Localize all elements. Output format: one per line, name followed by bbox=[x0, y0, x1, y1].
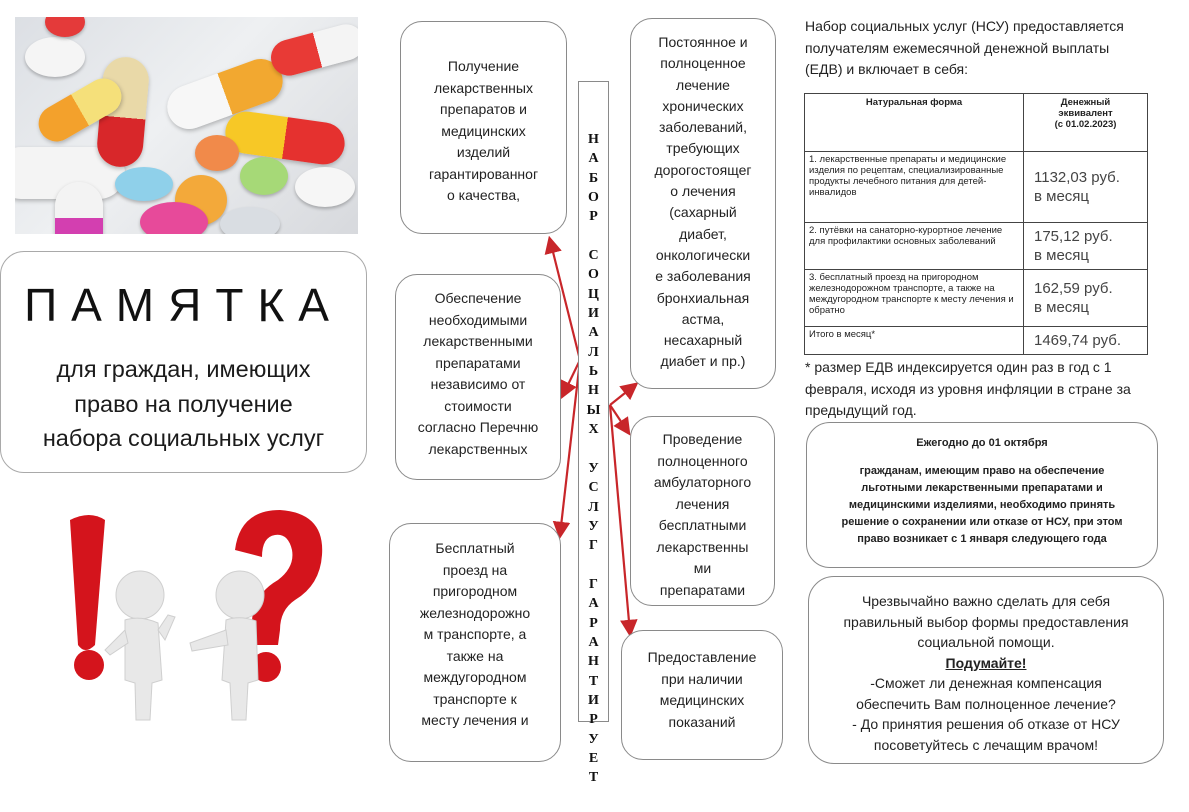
table-row bbox=[805, 152, 1148, 223]
box-line: препаратами bbox=[435, 354, 521, 371]
vertical-letter: Х bbox=[588, 422, 599, 438]
box-line: лекарственными bbox=[423, 333, 533, 349]
service-box-travel bbox=[389, 523, 561, 762]
box-line: пригородном bbox=[432, 583, 518, 599]
row-amount: 1132,03 руб. bbox=[1034, 169, 1120, 186]
header-money-line: Денежный bbox=[1060, 97, 1111, 108]
row-amount: 175,12 руб. bbox=[1034, 228, 1113, 245]
box-line: хронических bbox=[662, 97, 744, 114]
deadline-line: льготными лекарственными препаратами и bbox=[861, 482, 1103, 494]
vertical-heading-letters bbox=[579, 130, 608, 788]
box-line: стоимости bbox=[444, 397, 512, 414]
box-line: Обеспечение bbox=[434, 290, 522, 306]
box-line: лечение bbox=[676, 76, 730, 93]
box-line: требующих bbox=[666, 140, 740, 157]
vertical-letter: А bbox=[588, 596, 599, 612]
advice-line: -Сможет ли денежная компенсация bbox=[870, 675, 1102, 691]
service-box-indications bbox=[621, 630, 783, 760]
nsu-intro bbox=[805, 16, 1175, 81]
exclamation-icon bbox=[70, 515, 105, 680]
deadline-line: гражданам, имеющим право на обеспечение bbox=[859, 465, 1105, 477]
total-amount: 1469,74 руб. bbox=[1024, 327, 1148, 355]
vertical-letter: Р bbox=[589, 209, 598, 225]
vertical-letter: Л bbox=[588, 499, 599, 515]
vertical-letter: У bbox=[588, 518, 599, 534]
service-box-provision bbox=[395, 274, 561, 480]
vertical-letter: Р bbox=[589, 712, 598, 728]
row-amount-cell bbox=[1024, 270, 1148, 327]
box-line: лекарственных bbox=[428, 440, 528, 457]
header-money-line: эквивалент bbox=[1058, 108, 1113, 119]
vertical-letter: И bbox=[588, 692, 599, 708]
advice-line: Чрезвычайно важно сделать для себя bbox=[861, 593, 1111, 609]
vertical-letter: С bbox=[588, 480, 599, 496]
row-amount: 162,59 руб. bbox=[1034, 280, 1113, 297]
important-advice-box bbox=[808, 576, 1164, 764]
box-line: месту лечения и bbox=[421, 712, 529, 728]
vertical-letter: Л bbox=[588, 344, 599, 360]
box-line: бронхиальная bbox=[656, 289, 750, 306]
vertical-letter bbox=[579, 556, 608, 575]
table-row bbox=[805, 223, 1148, 270]
box-line: независимо от bbox=[430, 376, 526, 392]
advice-line: - До принятия решения об отказе от НСУ bbox=[852, 716, 1120, 732]
box-line: транспорте к bbox=[433, 690, 517, 707]
box-line: полноценное bbox=[660, 55, 746, 72]
vertical-letter: Т bbox=[588, 770, 599, 786]
deadline-line: решение о сохранении или отказе от НСУ, при этом bbox=[841, 516, 1123, 528]
vertical-letter: Е bbox=[588, 751, 599, 766]
service-box-chronic-treatment bbox=[630, 18, 776, 389]
box-line: необходимыми bbox=[428, 311, 528, 328]
advice-line: социальной помощи. bbox=[917, 634, 1055, 650]
box-line: (сахарный bbox=[669, 204, 737, 221]
header-natural-form: Натуральная форма bbox=[805, 94, 1024, 152]
table-header-row bbox=[805, 94, 1148, 152]
table-total-row bbox=[805, 327, 1148, 355]
box-line: лечения bbox=[675, 495, 730, 512]
pills-image bbox=[15, 17, 358, 234]
vertical-letter: Р bbox=[589, 615, 598, 631]
vertical-letter: Г bbox=[589, 538, 598, 554]
box-line: препаратами bbox=[659, 581, 746, 598]
vertical-letter: Н bbox=[588, 132, 599, 147]
row-service-text: 1. лекарственные препараты и медицинские изделия по рецептам, специализированные продукты лечебного питания для детей-инвалидов bbox=[805, 152, 1024, 223]
box-line: лекарственных bbox=[434, 79, 533, 96]
vertical-heading-column bbox=[578, 81, 609, 786]
box-line: о лечения bbox=[670, 183, 736, 200]
vertical-letter bbox=[579, 227, 608, 246]
footnote-line: * размер ЕДВ индексируется один раз в год с 1 bbox=[805, 359, 1112, 375]
vertical-letter: О bbox=[588, 267, 599, 283]
row-unit: в месяц bbox=[1034, 299, 1090, 316]
vertical-letter: Ы bbox=[586, 402, 601, 418]
edv-footnote bbox=[805, 357, 1165, 422]
total-label: Итого в месяц* bbox=[805, 327, 1024, 355]
header-money-equivalent bbox=[1024, 94, 1148, 152]
box-line: полноценного bbox=[657, 452, 748, 469]
vertical-letter: Ц bbox=[588, 286, 599, 302]
intro-line: Набор социальных услуг (НСУ) предоставляется bbox=[805, 18, 1124, 34]
box-line: диабет, bbox=[679, 225, 727, 242]
row-service-text: 3. бесплатный проезд на пригородном железнодорожном транспорте, а также на междугородном транспорте к месту лечения и обратно bbox=[805, 270, 1024, 327]
vertical-letter: Г bbox=[589, 576, 598, 592]
box-line: гарантированног bbox=[428, 165, 539, 182]
box-line: препаратов и bbox=[440, 101, 527, 117]
nsu-table bbox=[804, 93, 1148, 355]
vertical-letter: Н bbox=[588, 654, 599, 670]
box-line: междугородном bbox=[423, 669, 527, 685]
row-service-text: 2. путёвки на санаторно-курортное лечение для профилактики основных заболеваний bbox=[805, 223, 1024, 270]
vertical-letter: Б bbox=[588, 170, 599, 186]
box-line: м транспорте, а bbox=[423, 626, 527, 642]
title-card bbox=[0, 251, 367, 473]
vertical-letter: Т bbox=[588, 673, 599, 689]
box-line: Проведение bbox=[662, 431, 743, 447]
question-figures-illustration bbox=[40, 505, 340, 735]
table-row bbox=[805, 270, 1148, 327]
deadline-heading: Ежегодно до 01 октября bbox=[916, 437, 1048, 449]
box-line: е заболевания bbox=[655, 268, 751, 285]
vertical-letter: Ь bbox=[588, 364, 599, 380]
intro-line: получателям ежемесячной денежной выплаты bbox=[805, 39, 1110, 56]
vertical-letter: А bbox=[588, 325, 599, 341]
advice-line: обеспечить Вам полноценное лечение? bbox=[856, 695, 1116, 712]
row-unit: в месяц bbox=[1034, 247, 1090, 264]
box-line: медицинских bbox=[441, 122, 526, 139]
subtitle-line: для граждан, имеющих bbox=[56, 356, 311, 382]
box-line: проезд на bbox=[442, 561, 508, 578]
page-subtitle bbox=[11, 352, 356, 456]
box-line: согласно Перечню bbox=[417, 419, 539, 435]
vertical-letter: И bbox=[588, 306, 599, 322]
vertical-letter bbox=[579, 440, 608, 459]
box-line: о качества, bbox=[446, 187, 521, 203]
box-line: астма, bbox=[681, 310, 725, 327]
box-line: Предоставление bbox=[647, 649, 757, 665]
box-line: при наличии bbox=[661, 670, 743, 687]
deadline-line: медицинскими изделиями, необходимо принять bbox=[848, 499, 1116, 511]
box-line: несахарный bbox=[663, 332, 743, 349]
vertical-letter: Н bbox=[588, 383, 599, 399]
service-box-outpatient bbox=[630, 416, 775, 606]
row-amount-cell bbox=[1024, 152, 1148, 223]
vertical-letter: С bbox=[588, 248, 599, 264]
page-title: ПАМЯТКА bbox=[24, 279, 343, 331]
intro-line: (ЕДВ) и включает в себя: bbox=[805, 61, 969, 77]
box-line: железнодорожно bbox=[419, 604, 531, 621]
box-line: амбулаторного bbox=[653, 474, 752, 490]
box-line: ми bbox=[693, 560, 712, 576]
box-line: показаний bbox=[668, 713, 736, 730]
vertical-letter: У bbox=[588, 731, 599, 747]
box-line: изделий bbox=[456, 144, 511, 160]
box-line: лекарственны bbox=[656, 538, 749, 555]
vertical-letter: А bbox=[588, 634, 599, 650]
advice-line: правильный выбор формы предоставления bbox=[843, 613, 1129, 630]
subtitle-line: набора социальных услуг bbox=[42, 425, 325, 451]
subtitle-line: право на получение bbox=[74, 390, 293, 417]
box-line: Бесплатный bbox=[435, 540, 515, 556]
vertical-letter: У bbox=[588, 460, 599, 476]
footnote-line: предыдущий год. bbox=[805, 402, 917, 418]
box-line: Постоянное и bbox=[658, 34, 748, 50]
deadline-box bbox=[806, 422, 1158, 568]
box-line: дорогостоящег bbox=[654, 161, 752, 178]
box-line: диабет и пр.) bbox=[660, 353, 746, 370]
deadline-line: право возникает с 1 января следующего года bbox=[857, 533, 1107, 545]
box-line: медицинских bbox=[659, 692, 745, 708]
row-amount-cell bbox=[1024, 223, 1148, 270]
service-box-medicines bbox=[400, 21, 567, 234]
header-money-line: (с 01.02.2023) bbox=[1054, 119, 1117, 130]
vertical-letter: А bbox=[588, 151, 599, 167]
vertical-letter: О bbox=[588, 190, 599, 206]
advice-line: посоветуйтесь с лечащим врачом! bbox=[873, 736, 1099, 753]
box-line: также на bbox=[446, 647, 504, 664]
box-line: заболеваний, bbox=[659, 119, 747, 136]
box-line: онкологически bbox=[655, 246, 751, 263]
footnote-line: февраля, исходя из уровня инфляции в стране за bbox=[805, 380, 1131, 397]
box-line: бесплатными bbox=[658, 517, 747, 533]
row-unit: в месяц bbox=[1034, 188, 1090, 205]
box-line: Получение bbox=[447, 58, 520, 74]
think-heading: Подумайте! bbox=[945, 654, 1027, 671]
